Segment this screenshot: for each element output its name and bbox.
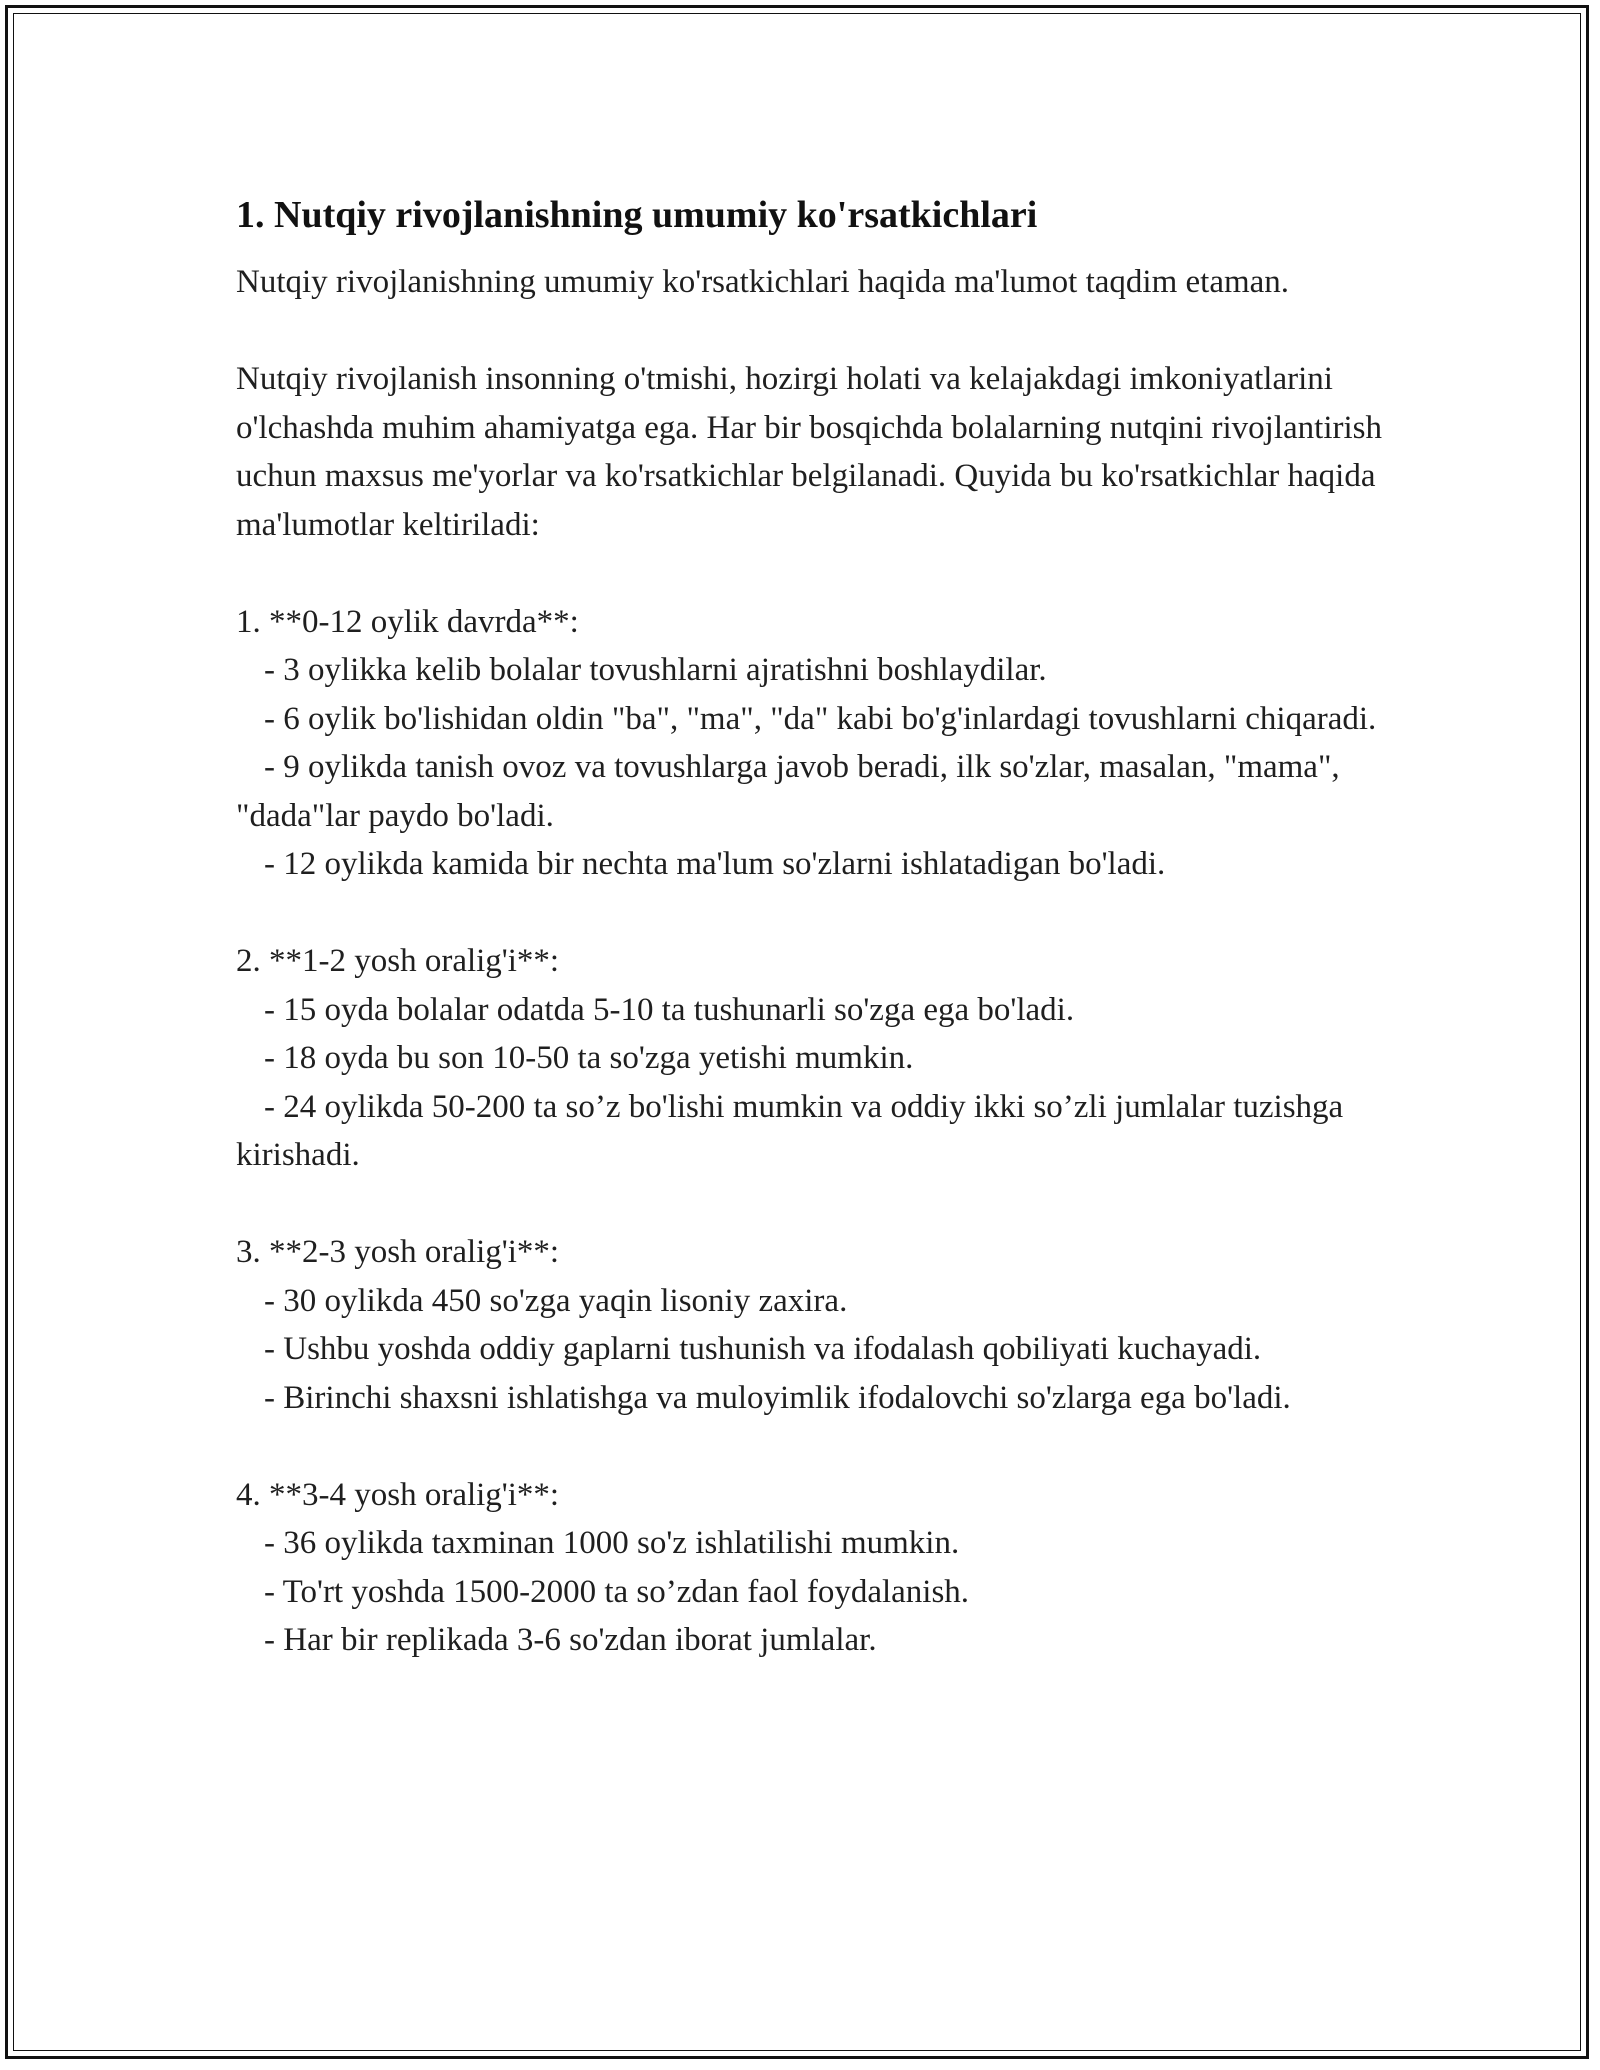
list-item: - 6 oylik bo'lishidan oldin "ba", "ma", "da" kabi bo'g'inlardagi tovushlarni chiqaradi. bbox=[264, 700, 1377, 737]
section-1-2-years bbox=[236, 937, 1386, 1180]
spacer bbox=[236, 307, 1386, 356]
list-item: - 30 oylikda 450 so'zga yaqin lisoniy zaxira. bbox=[264, 1282, 848, 1319]
list-item: - 18 oyda bu son 10-50 ta so'zga yetishi mumkin. bbox=[264, 1040, 914, 1076]
body-paragraph: Nutqiy rivojlanish insonning o'tmishi, hozirgi holati va kelajakdagi imkoniyatlarini o'lchashda muhim ahamiyatga ega. Har bir bosqichda bolalarning nutqini rivojlantirish uchun maxsus me'yorlar va ko'rsatkichlar belgilanadi. Quyida bu ko'rsatkichlar haqida ma'lumotlar keltiriladi: bbox=[236, 361, 1382, 543]
document-title: 1. Nutqiy rivojlanishning umumiy ko'rsatkichlari bbox=[236, 194, 1038, 236]
section-2-3-years bbox=[236, 1228, 1386, 1422]
list-item: - Har bir replikada 3-6 so'zdan iborat jumlalar. bbox=[264, 1622, 877, 1658]
spacer bbox=[236, 1180, 1386, 1229]
list-item: - 36 oylikda taxminan 1000 so'z ishlatilishi mumkin. bbox=[264, 1525, 960, 1561]
section-0-12-months bbox=[236, 598, 1386, 889]
intro-paragraph: Nutqiy rivojlanishning umumiy ko'rsatkichlari haqida ma'lumot taqdim etaman. bbox=[236, 264, 1290, 300]
section-heading: 2. **1-2 yosh oralig'i**: bbox=[236, 943, 560, 979]
section-3-4-years bbox=[236, 1471, 1386, 1665]
list-item: - 15 oyda bolalar odatda 5-10 ta tushunarli so'zga ega bo'ladi. bbox=[264, 991, 1075, 1028]
section-heading: 4. **3-4 yosh oralig'i**: bbox=[236, 1476, 560, 1513]
section-heading: 1. **0-12 oylik davrda**: bbox=[236, 603, 579, 640]
list-item: - Birinchi shaxsni ishlatishga va muloyimlik ifodalovchi so'zlarga ega bo'ladi. bbox=[264, 1379, 1291, 1416]
spacer bbox=[236, 889, 1386, 938]
list-item: - Ushbu yoshda oddiy gaplarni tushunish va ifodalash qobiliyati kuchayadi. bbox=[264, 1331, 1262, 1367]
spacer bbox=[236, 549, 1386, 598]
list-item: - To'rt yoshda 1500-2000 ta so’zdan faol foydalanish. bbox=[264, 1573, 970, 1610]
section-heading: 3. **2-3 yosh oralig'i**: bbox=[236, 1234, 560, 1270]
list-item: - 12 oylikda kamida bir nechta ma'lum so'zlarni ishlatadigan bo'ladi. bbox=[264, 846, 1166, 882]
list-item: - 3 oylikka kelib bolalar tovushlarni ajratishni boshlaydilar. bbox=[264, 652, 1047, 688]
list-item: - 24 oylikda 50-200 ta so’z bo'lishi mumkin va oddiy ikki so’zli jumlalar tuzishga kirishadi. bbox=[236, 1088, 1344, 1173]
spacer bbox=[236, 1422, 1386, 1471]
list-item: - 9 oylikda tanish ovoz va tovushlarga javob beradi, ilk so'zlar, masalan, "mama", "dada"lar paydo bo'ladi. bbox=[236, 749, 1340, 834]
document-body bbox=[236, 180, 1386, 1665]
